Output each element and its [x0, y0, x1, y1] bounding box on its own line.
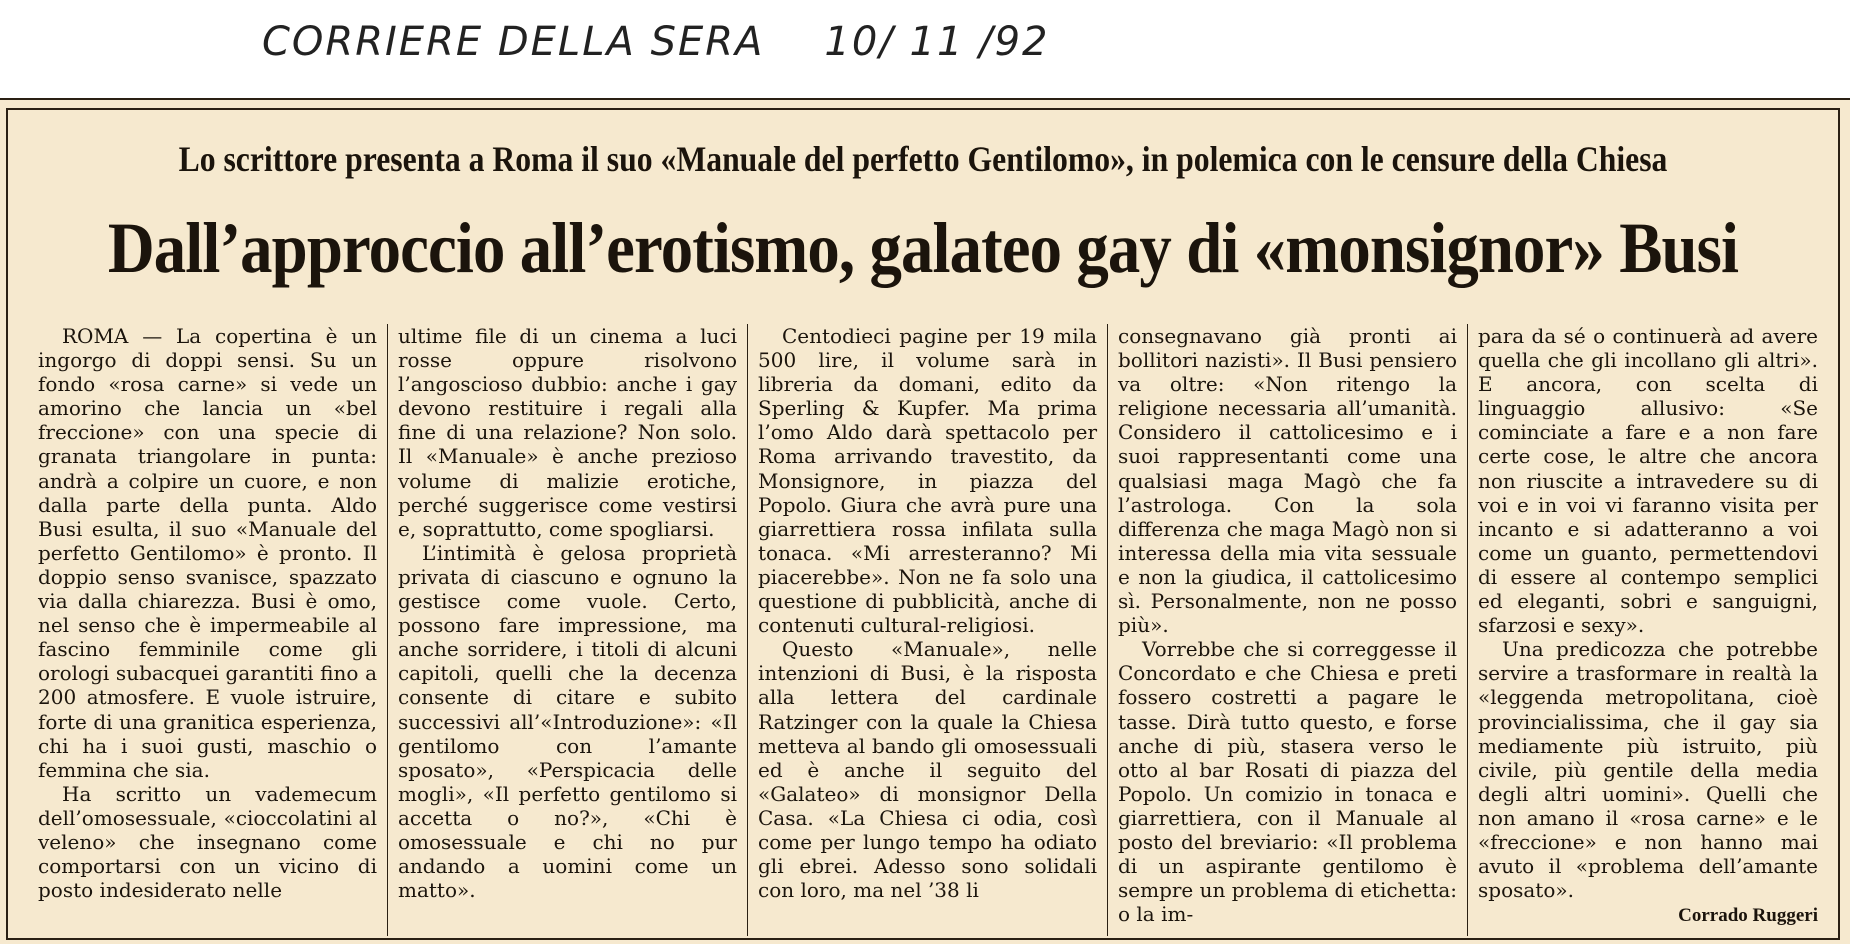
paragraph: ultime file di un cinema a luci rosse oppure risolvono l’angoscioso dubbio: anche i gay devono restituire i regali alla fine di una relazione? Non solo. Il «Manuale» è anche prezioso volume di malizie erotiche, perché suggerisce come vestirsi e, soprattutto, come spogliarsi.	[398, 324, 737, 541]
paragraph: Vorrebbe che si correggesse il Concordato e che Chiesa e preti fossero costretti a pagare le tasse. Dirà tutto questo, e forse anche di più, stasera verso le otto al bar Rosati di piazza del Popolo. Un comizio in tonaca e giarrettiera, con il Manuale al posto del breviario: «Il problema di un aspirante gentilomo è sempre un problema di etichetta: o la im-	[1118, 637, 1457, 927]
article-byline: Corrado Ruggeri	[1678, 905, 1818, 927]
article-kicker: Lo scrittore presenta a Roma il suo «Manuale del perfetto Gentilomo», in polemica con le censure della Chiesa	[178, 139, 1668, 179]
paragraph: L’intimità è gelosa proprietà privata di ciascuno e ognuno la gestisce come vuole. Certo, possono fare impressione, ma anche sorridere, i titoli di alcuni capitoli, quelli che la decenza consente di citare e subito successivi all’«Introduzione»: «Il gentilomo con l’amante sposato», «Perspicacia delle mogli», «Il perfetto gentilomo si accetta o no?», «Chi è omosessuale e chi no pur andando a uomini come un matto».	[398, 540, 737, 903]
paragraph: Una predicozza che potrebbe servire a trasformare in realtà la «leggenda metropolitana, cioè provincialissima, che il gay sia mediamente più istruito, più civile, più gentile della media degli altri uomini». Quelli che non amano il «rosa carne» e le «freccione» e non hanno mai avuto il «problema dell’amante sposato».	[1478, 637, 1818, 903]
article-body	[28, 324, 1828, 936]
article-frame	[6, 108, 1840, 940]
column-4	[1108, 324, 1468, 936]
column-3	[748, 324, 1108, 936]
column-2	[388, 324, 748, 936]
column-5	[1468, 324, 1828, 936]
paragraph: para da sé o continuerà ad avere quella che gli incollano gli altri». E ancora, con scelta di linguaggio allusivo: «Se cominciate a fare e a non fare certe cose, le altre che ancora non riuscite a intravedere su di voi e in voi vi faranno visita per incanto e si adatteranno a voi come un guanto, permettendovi di essere al contempo semplici ed eleganti, sobri e sanguigni, sfarzosi e sexy».	[1478, 324, 1818, 638]
paragraph: ROMA — La copertina è un ingorgo di doppi sensi. Su un fondo «rosa carne» si vede un amorino che lancia un «bel freccione» con una specie di granata triangolare in punta: andrà a colpire un cuore, e non dalla parte della punta. Aldo Busi esulta, il suo «Manuale del perfetto Gentilomo» è pronto. Il doppio senso svanisce, spazzato via dalla chiarezza. Busi è omo, nel senso che è impermeabile al fascino femminile come gli orologi subacquei garantiti fino a 200 atmosfere. E vuole istruire, forte di una granitica esperienza, chi ha i suoi gusti, maschio o femmina che sia.	[38, 324, 377, 782]
column-1	[28, 324, 388, 936]
newspaper-name: CORRIERE DELLA SERA	[262, 19, 765, 65]
article-headline: Dall’approccio all’erotismo, galateo gay di «monsignor» Busi	[107, 208, 1739, 288]
paragraph: consegnavano già pronti ai bollitori nazisti». Il Busi pensiero va oltre: «Non ritengo la religione necessaria all’umanità. Considero il cattolicesimo e i suoi rappresentanti come una qualsiasi maga Magò che fa l’astrologa. Con la sola differenza che maga Magò non si interessa della mia vita sessuale e non la giudica, il cattolicesimo sì. Personalmente, non ne posso più».	[1118, 324, 1457, 638]
handwritten-annotation	[262, 14, 1049, 70]
publication-date: 10/ 11 /92	[824, 19, 1050, 65]
paragraph: Ha scritto un vademecum dell’omosessuale, «cioccolatini al veleno» che insegnano come comportarsi con un vicino di posto indesiderato nelle	[38, 781, 377, 903]
paragraph: Questo «Manuale», nelle intenzioni di Busi, è la risposta alla lettera del cardinale Ratzinger con la quale la Chiesa metteva al bando gli omosessuali ed è anche il seguito del «Galateo» di monsignor Della Casa. «La Chiesa ci odia, così come per lungo tempo ha odiato gli ebrei. Adesso sono solidali con loro, ma nel ’38 li	[758, 637, 1097, 903]
newspaper-clipping	[0, 98, 1850, 944]
paragraph: Centodieci pagine per 19 mila 500 lire, il volume sarà in libreria da domani, edito da Sperling & Kupfer. Ma prima l’omo Aldo darà spettacolo per Roma arrivando travestito, da Monsignore, in piazza del Popolo. Giura che avrà pure una giarrettiera rossa infilata sulla tonaca. «Mi arresteranno? Mi piacerebbe». Non ne fa solo una questione di pubblicità, anche di contenuti cultural-religiosi.	[758, 324, 1097, 638]
